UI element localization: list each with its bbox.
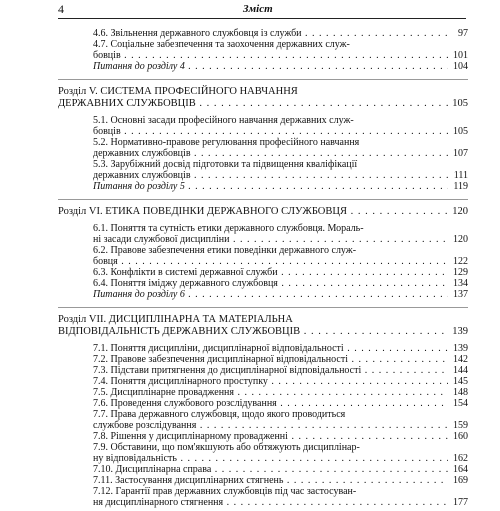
section-heading-title: ВІДПОВІДАЛЬНІСТЬ ДЕРЖАВНИХ СЛУЖБОВЦІВ . . . [58,326,448,338]
toc-entry-page: 142 [453,354,468,365]
section-heading [58,326,468,338]
toc-entry-title: бовців . . . [93,126,448,137]
toc-entry-page: 111 [453,170,468,181]
toc-entry-title: Питання до розділу 5 . . . [93,181,448,192]
toc-entry-page: 148 [453,387,468,398]
toc-entry-line: 4.7. Соціальне забезпечення та заохочення державних служ- [93,39,350,50]
section-7 [58,307,468,508]
running-title: Зміст [243,3,273,15]
toc-entry [93,475,468,486]
toc-entry-line: 5.2. Нормативно-правове регулювання професійного навчання [93,137,360,148]
toc-entry-page: 164 [453,464,468,475]
toc-entry-title: 7.4. Поняття дисциплінарного проступку . . . [93,376,448,387]
toc-entry-title: бовців . . . [93,50,448,61]
toc-entry [93,278,468,289]
toc-entry-questions [93,289,468,300]
section-heading-line: Розділ VII. ДИСЦИПЛІНАРНА ТА МАТЕРІАЛЬНА [58,314,293,325]
toc-entry-page: 160 [453,431,468,442]
toc-entry-title: державних службовців . . . [93,148,448,159]
toc-entry-title: Питання до розділу 6 . . . [93,289,448,300]
toc-entry-title: 7.6. Проведення службового розслідування . . . [93,398,448,409]
toc-entry-title: ну відповідальність . . . [93,453,448,464]
toc-entry [93,50,468,61]
toc-entry-line: 6.2. Правове забезпечення етики поведінки державного служ- [93,245,357,256]
toc-entry-page: 145 [453,376,468,387]
toc-entry-line: 6.1. Поняття та сутність етики державного службовця. Мораль- [93,223,364,234]
toc-entry-title: 7.10. Дисциплінарна справа . . . [93,464,448,475]
toc-entry [93,267,468,278]
toc-entry-page: 119 [453,181,468,192]
section-heading-line: Розділ V. СИСТЕМА ПРОФЕСІЙНОГО НАВЧАННЯ [58,86,298,97]
toc-entry-page: 101 [453,50,468,61]
toc-entry [93,398,468,409]
toc-entry [93,170,468,181]
toc-entry-line: 5.3. Зарубіжний досвід підготовки та підвищення кваліфікації [93,159,358,170]
table-of-contents [58,28,468,511]
toc-entry [93,126,468,137]
toc-entry-line: 7.12. Гарантії прав державних службовців під час застосуван- [93,486,357,497]
toc-entry-page: 139 [453,343,468,354]
toc-entry [93,464,468,475]
toc-entry-title: 6.4. Поняття іміджу державного службовця . . . [93,278,448,289]
toc-entry-page: 129 [453,267,468,278]
toc-entry [93,256,468,267]
running-header [58,2,466,17]
section-heading-title: Розділ VI. ЕТИКА ПОВЕДІНКИ ДЕРЖАВНОГО СЛУЖБОВЦЯ . . . [58,206,448,218]
toc-entry-page: 104 [453,61,468,72]
toc-entry [93,343,468,354]
toc-entry-page: 107 [453,148,468,159]
section-heading [58,206,468,218]
toc-entry-page: 122 [453,256,468,267]
toc-entry [93,431,468,442]
toc-entry [93,28,468,39]
toc-entry-title: бовця . . . [93,256,448,267]
section-heading-title: ДЕРЖАВНИХ СЛУЖБОВЦІВ . . . [58,98,448,110]
toc-entry-title: 7.1. Поняття дисципліни, дисциплінарної відповідальності . . . [93,343,448,354]
toc-entry-title: 7.3. Підстави притягнення до дисциплінарної відповідальності . . . [93,365,448,376]
section-6 [58,199,468,300]
toc-entry-title: 4.6. Звільнення державного службовця із служби . . . [93,28,448,39]
toc-entry-line: 5.1. Основні засади професійного навчання державних служ- [93,115,354,126]
toc-entry-title: 6.3. Конфлікти в системі державної служби . . . [93,267,448,278]
toc-entry [93,365,468,376]
toc-entry-questions [93,181,468,192]
toc-entry-page: 159 [453,420,468,431]
toc-entry-title: Питання до розділу 4 . . . [93,61,448,72]
section-heading-page: 139 [452,326,468,337]
toc-entry [93,497,468,508]
toc-entry [93,148,468,159]
section-5 [58,79,468,192]
toc-entry-title: 7.2. Правове забезпечення дисциплінарної відповідальності . . . [93,354,448,365]
toc-entry-page: 97 [458,28,468,39]
section-heading [58,98,468,110]
toc-entry [93,453,468,464]
toc-entry-page: 177 [453,497,468,508]
toc-entry [93,376,468,387]
toc-entry-title: ні засади службової дисципліни . . . [93,234,448,245]
toc-entry-title: державних службовців . . . [93,170,448,181]
toc-entry-title: 7.8. Рішення у дисциплінарному провадженні . . . [93,431,448,442]
section-heading-page: 105 [452,98,468,109]
toc-entry-title: 7.5. Дисциплінарне провадження . . . [93,387,448,398]
toc-entry-page: 154 [453,398,468,409]
toc-entry-line: 7.7. Права державного службовця, щодо якого проводиться [93,409,346,420]
toc-entry [93,420,468,431]
toc-entry [93,387,468,398]
toc-entry-page: 134 [453,278,468,289]
toc-entry-questions [93,61,468,72]
header-rule [58,18,466,19]
section-heading-page: 120 [452,206,468,217]
toc-entry-page: 162 [453,453,468,464]
toc-entry-page: 169 [453,475,468,486]
toc-entry-title: службове розслідування . . . [93,420,448,431]
toc-entry [93,354,468,365]
page-number: 4 [58,2,64,16]
toc-entry [93,234,468,245]
toc-entry-title: ня дисциплінарного стягнення . . . [93,497,448,508]
toc-entry-page: 137 [453,289,468,300]
toc-entry-page: 144 [453,365,468,376]
toc-entry-page: 120 [453,234,468,245]
toc-entry-line: 7.9. Обставини, що пом'якшують або обтяжують дисциплінар- [93,442,360,453]
toc-entry-title: 7.11. Застосування дисциплінарних стягнень . . . [93,475,448,486]
toc-entry-page: 105 [453,126,468,137]
